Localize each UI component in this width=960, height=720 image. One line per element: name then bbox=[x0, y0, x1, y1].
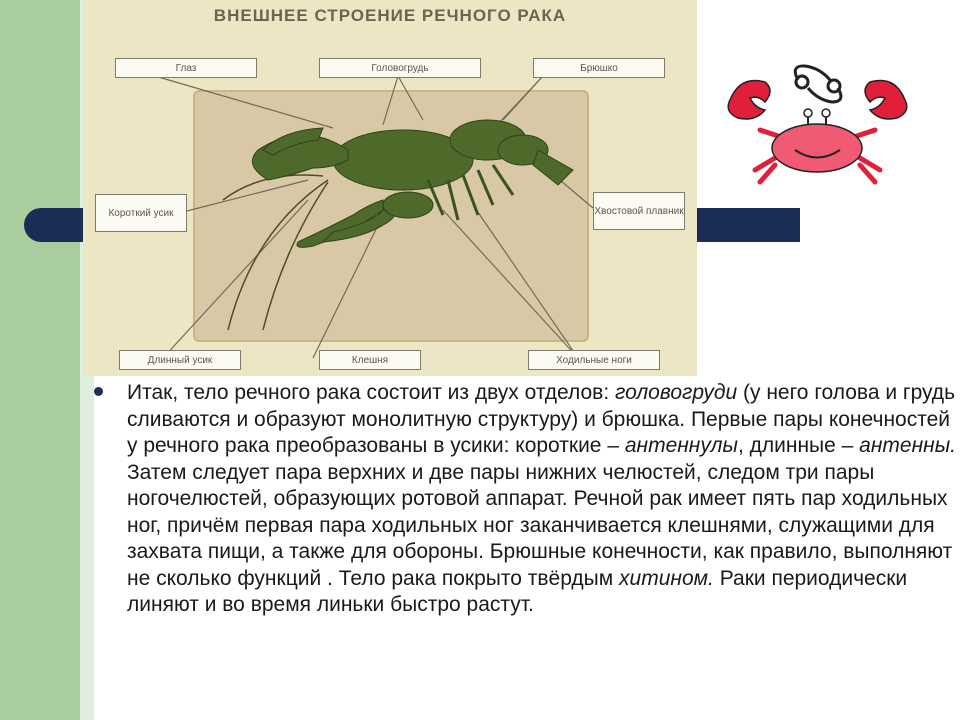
label-cephalothorax: Головогрудь bbox=[319, 58, 481, 78]
text-part: Итак, тело речного рака состоит из двух отделов: bbox=[127, 381, 615, 404]
label-short-antenna: Короткий усик bbox=[95, 194, 187, 232]
body-paragraph bbox=[127, 380, 957, 619]
text-part: , длинные – bbox=[737, 434, 860, 457]
bullet-icon bbox=[94, 387, 103, 396]
label-walking-legs: Ходильные ноги bbox=[528, 350, 660, 370]
text-part: Затем следует пара верхних и две пары нижних челюстей, следом три пары ногочелюстей, образующих ротовой аппарат. Речной рак имеет пять пар ходильных ног, причём первая пара ходильных ног заканчивается клешнями, служащими для захвата пищи, а также для обороны. Брюшные конечности, как правило, выполняют не сколько функций . Тело рака покрыто твёрдым bbox=[127, 460, 953, 590]
term-cephalothorax: головогруди bbox=[615, 381, 738, 404]
diagram-title: ВНЕШНЕЕ СТРОЕНИЕ РЕЧНОГО РАКА bbox=[213, 6, 567, 25]
crayfish-diagram bbox=[83, 0, 697, 376]
label-eye: Глаз bbox=[115, 58, 257, 78]
crayfish-illustration bbox=[83, 0, 697, 376]
right-accent-bar bbox=[686, 208, 800, 242]
text-part: Раки периодически линяют и во время линьки быстро растут. bbox=[127, 566, 908, 616]
label-abdomen: Брюшко bbox=[533, 58, 665, 78]
crab-clipart-icon bbox=[720, 60, 915, 185]
term-antennae: антенны. bbox=[859, 434, 956, 457]
label-claw: Клешня bbox=[319, 350, 421, 370]
term-chitin: хитином. bbox=[619, 566, 714, 590]
text-part: (у него голова и грудь сливаются и образуют монолитную структуру) и брюшка. Первые пары конечностей у речного рака преобразованы в усики: короткие – bbox=[127, 381, 956, 457]
left-decor-band bbox=[0, 0, 80, 720]
label-long-antenna: Длинный усик bbox=[119, 350, 241, 370]
label-tail-fin: Хвостовой плавник bbox=[593, 192, 685, 230]
term-antennules: антеннулы bbox=[624, 434, 738, 457]
